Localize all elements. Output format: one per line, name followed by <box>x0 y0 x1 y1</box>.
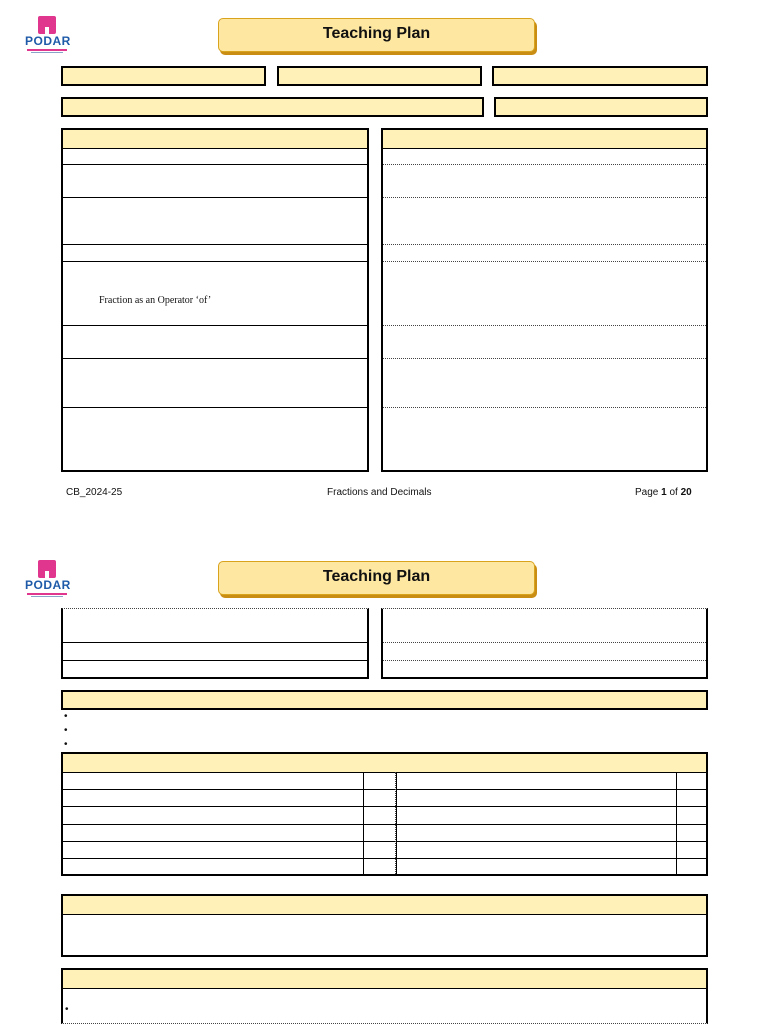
header-field-3 <box>492 66 708 86</box>
header-field-1 <box>61 66 266 86</box>
page-title-banner: Teaching Plan <box>218 18 535 52</box>
bullet-2: • <box>64 725 68 736</box>
right-plan-table-continued <box>381 608 708 679</box>
bullet-1: • <box>64 711 68 722</box>
right-plan-table <box>381 128 708 472</box>
header-field-5 <box>494 97 708 117</box>
section-header-1 <box>61 690 708 710</box>
logo-text: PODAR <box>25 578 71 592</box>
header-field-2 <box>277 66 482 86</box>
footer-page-number: Page 1 of 20 <box>635 487 692 498</box>
left-plan-table-continued <box>61 608 369 679</box>
bullet-3: • <box>64 739 68 750</box>
tree-icon <box>38 16 56 34</box>
bullet-4: • <box>65 1004 69 1015</box>
footer-code: CB_2024-25 <box>66 487 123 498</box>
tree-icon <box>38 560 56 578</box>
header-field-4 <box>61 97 484 117</box>
left-plan-table <box>61 128 369 472</box>
footer-chapter: Fractions and Decimals <box>327 487 432 498</box>
logo-text: PODAR <box>25 34 71 48</box>
content-text: Fraction as an Operator ‘of’ <box>99 295 212 306</box>
assessment-grid <box>61 752 708 876</box>
podar-logo <box>25 16 69 56</box>
page-title-banner-2: Teaching Plan <box>218 561 535 595</box>
podar-logo-2 <box>25 560 69 600</box>
section-box-3 <box>61 968 708 1024</box>
section-box-2 <box>61 894 708 957</box>
